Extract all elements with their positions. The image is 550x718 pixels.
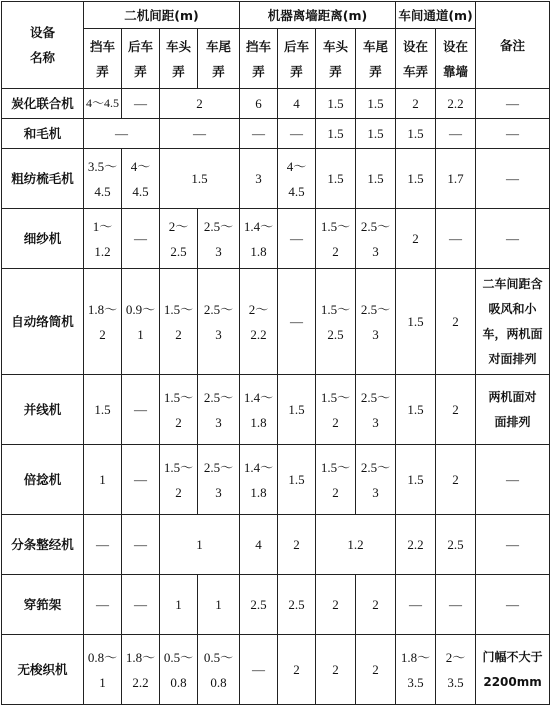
table-cell: 1.4～ 1.8: [240, 445, 278, 515]
table-cell: 2.5～ 3: [198, 375, 240, 445]
subheader-back-side: 后车 弄: [122, 29, 160, 89]
subheader-aisle-near-wall: 设在 靠墙: [436, 29, 476, 89]
table-cell: —: [122, 89, 160, 119]
table-cell: 2.5～ 3: [198, 209, 240, 269]
table-cell: 0.5～ 0.8: [198, 635, 240, 705]
device-name: 粗纺梳毛机: [2, 149, 84, 209]
remark-cell: —: [476, 149, 550, 209]
remark-cell: —: [476, 445, 550, 515]
table-cell: 1.5～ 2: [160, 269, 198, 375]
table-cell: 1.5: [396, 375, 436, 445]
table-cell: 2: [160, 89, 240, 119]
device-name: 并线机: [2, 375, 84, 445]
table-row: [2, 575, 550, 635]
table-cell: —: [122, 445, 160, 515]
table-cell: 2: [436, 269, 476, 375]
table-cell: 2: [396, 89, 436, 119]
table-cell: 2.5: [240, 575, 278, 635]
remark-cell: —: [476, 209, 550, 269]
table-cell: 1: [160, 575, 198, 635]
table-cell: —: [84, 575, 122, 635]
table-cell: 1.8～ 3.5: [396, 635, 436, 705]
table-cell: 0.9～ 1: [122, 269, 160, 375]
table-cell: 2: [436, 375, 476, 445]
table-cell: 1.5: [396, 445, 436, 515]
subheader-wall-block-side: 挡车 弄: [240, 29, 278, 89]
table-row: [2, 119, 550, 149]
header-machine-wall-distance: 机器离墙距离(m): [240, 2, 396, 29]
table-cell: 1.5～ 2: [160, 375, 198, 445]
header-two-machine-spacing: 二机间距(m): [84, 2, 240, 29]
header-workshop-aisle: 车间通道(m): [396, 2, 476, 29]
subheader-tail: 车尾 弄: [198, 29, 240, 89]
device-name: 细纱机: [2, 209, 84, 269]
table-row: [2, 89, 550, 119]
table-cell: 4～4.5: [84, 89, 122, 119]
table-cell: 2.5～ 3: [356, 209, 396, 269]
table-cell: 2.5～ 3: [356, 445, 396, 515]
table-cell: 1.5～ 2: [316, 375, 356, 445]
table-cell: 2: [356, 575, 396, 635]
table-cell: 1: [160, 515, 240, 575]
table-cell: —: [240, 635, 278, 705]
table-row: [2, 209, 550, 269]
table-cell: 1.5: [316, 119, 356, 149]
table-cell: 1.5: [316, 89, 356, 119]
table-cell: 1.5: [278, 445, 316, 515]
remark-cell: —: [476, 575, 550, 635]
table-cell: 1.5: [396, 269, 436, 375]
table-cell: 1.4～ 1.8: [240, 375, 278, 445]
table-cell: 2.2: [396, 515, 436, 575]
table-cell: 2: [278, 635, 316, 705]
table-cell: 2: [396, 209, 436, 269]
device-name: 分条整经机: [2, 515, 84, 575]
subheader-block-side: 挡车 弄: [84, 29, 122, 89]
device-name: 倍捻机: [2, 445, 84, 515]
table-cell: 2.5～ 3: [356, 375, 396, 445]
table-cell: —: [84, 119, 160, 149]
table-cell: 2.5～ 3: [356, 269, 396, 375]
table-cell: 1.5: [278, 375, 316, 445]
table-cell: 1.5: [316, 149, 356, 209]
device-name: 穿筘架: [2, 575, 84, 635]
table-cell: —: [122, 515, 160, 575]
header-remark: 备注: [476, 2, 550, 89]
table-cell: —: [278, 209, 316, 269]
table-cell: 4: [278, 89, 316, 119]
table-cell: 2.2: [436, 89, 476, 119]
table-cell: 4～ 4.5: [278, 149, 316, 209]
table-cell: 2: [278, 515, 316, 575]
table-cell: 1.5: [356, 89, 396, 119]
table-cell: 1.8～ 2.2: [122, 635, 160, 705]
table-cell: 4～ 4.5: [122, 149, 160, 209]
table-cell: —: [436, 209, 476, 269]
table-cell: —: [436, 119, 476, 149]
table-cell: —: [84, 515, 122, 575]
table-cell: 1.5: [356, 119, 396, 149]
table-cell: 3: [240, 149, 278, 209]
table-cell: 1: [84, 445, 122, 515]
table-cell: 1: [198, 575, 240, 635]
subheader-aisle-in-lane: 设在 车弄: [396, 29, 436, 89]
subheader-wall-head: 车头 弄: [316, 29, 356, 89]
table-cell: 2.5～ 3: [198, 269, 240, 375]
table-cell: 1.5～ 2: [316, 209, 356, 269]
table-cell: 2～ 3.5: [436, 635, 476, 705]
device-name: 无梭织机: [2, 635, 84, 705]
header-row-1: [2, 2, 550, 29]
table-cell: 1.7: [436, 149, 476, 209]
remark-cell: —: [476, 515, 550, 575]
subheader-head: 车头 弄: [160, 29, 198, 89]
table-cell: 1.5: [84, 375, 122, 445]
table-cell: 1～ 1.2: [84, 209, 122, 269]
table-row: [2, 149, 550, 209]
table-cell: 4: [240, 515, 278, 575]
table-cell: 1.5: [160, 149, 240, 209]
table-cell: 3.5～ 4.5: [84, 149, 122, 209]
table-cell: 2.5: [436, 515, 476, 575]
remark-cell: 门幅不大于 2200mm: [476, 635, 550, 705]
table-cell: 1.2: [316, 515, 396, 575]
table-cell: 2: [436, 445, 476, 515]
table-cell: 0.5～ 0.8: [160, 635, 198, 705]
table-cell: 1.5: [396, 149, 436, 209]
table-cell: 2.5: [278, 575, 316, 635]
table-cell: 2: [316, 635, 356, 705]
remark-cell: —: [476, 89, 550, 119]
table-cell: 2: [316, 575, 356, 635]
table-cell: 2～ 2.2: [240, 269, 278, 375]
table-cell: 1.5: [396, 119, 436, 149]
table-cell: 2.5～ 3: [198, 445, 240, 515]
device-name: 自动络筒机: [2, 269, 84, 375]
subheader-wall-tail: 车尾 弄: [356, 29, 396, 89]
table-cell: 6: [240, 89, 278, 119]
table-cell: 1.5～ 2: [316, 445, 356, 515]
table-cell: —: [122, 575, 160, 635]
remark-cell: —: [476, 119, 550, 149]
header-device-name: 设备 名称: [2, 2, 84, 89]
table-cell: —: [122, 375, 160, 445]
table-row: [2, 375, 550, 445]
header-row-2: [2, 29, 550, 89]
table-cell: —: [160, 119, 240, 149]
table-cell: 1.5: [356, 149, 396, 209]
subheader-wall-back-side: 后车 弄: [278, 29, 316, 89]
table-row: [2, 445, 550, 515]
table-cell: 1.8～ 2: [84, 269, 122, 375]
table-cell: —: [122, 209, 160, 269]
table-cell: 2: [356, 635, 396, 705]
table-row: [2, 515, 550, 575]
table-cell: 1.5～ 2.5: [316, 269, 356, 375]
table-row: [2, 635, 550, 705]
table-cell: —: [436, 575, 476, 635]
remark-cell: 两机面对 面排列: [476, 375, 550, 445]
table-cell: 1.4～ 1.8: [240, 209, 278, 269]
table-cell: —: [278, 119, 316, 149]
table-row: [2, 269, 550, 375]
remark-cell: 二车间距含 吸风和小 车，两机面 对面排列: [476, 269, 550, 375]
device-name: 炭化联合机: [2, 89, 84, 119]
table-cell: —: [278, 269, 316, 375]
table-cell: —: [240, 119, 278, 149]
table-cell: —: [396, 575, 436, 635]
device-name: 和毛机: [2, 119, 84, 149]
table-cell: 1.5～ 2: [160, 445, 198, 515]
table-cell: 0.8～ 1: [84, 635, 122, 705]
spacing-table: [1, 1, 550, 705]
table-cell: 2～ 2.5: [160, 209, 198, 269]
